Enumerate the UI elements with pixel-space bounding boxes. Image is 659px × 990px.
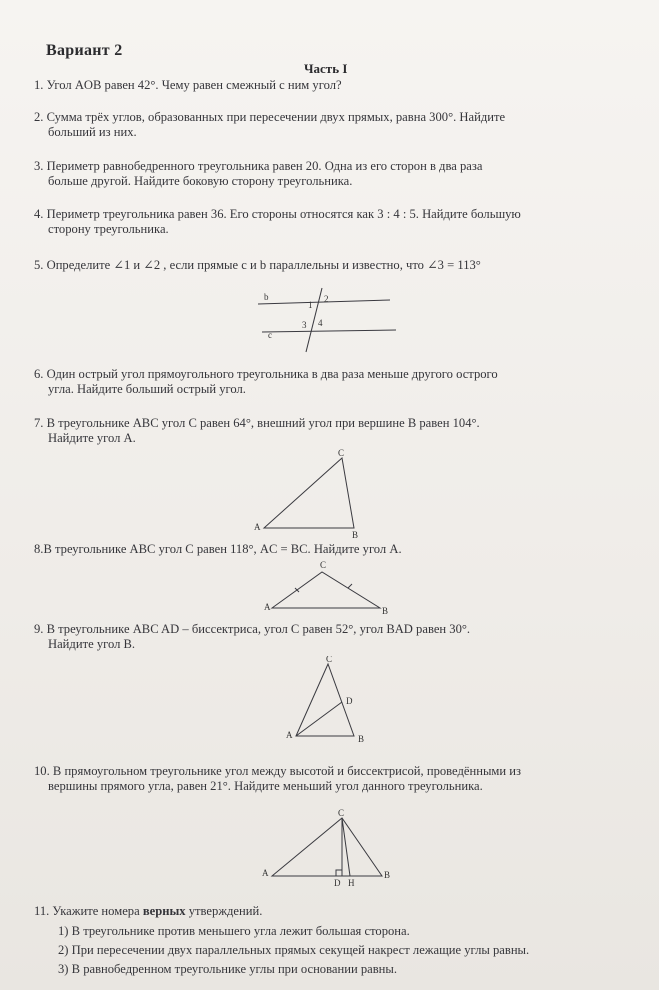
statement-2: 2) При пересечении двух параллельных прямых секущей накрест лежащие углы равны. bbox=[58, 943, 530, 957]
label-angle-1: 1 bbox=[308, 300, 313, 310]
question-7 bbox=[34, 416, 480, 446]
question-9-line-2: Найдите угол B. bbox=[48, 637, 136, 651]
label-angle-3: 3 bbox=[302, 320, 307, 330]
question-4-line-1: 4. Периметр треугольника равен 36. Его стороны относятся как 3 : 4 : 5. Найдите большую bbox=[34, 207, 521, 221]
label-angle-2: 2 bbox=[324, 294, 329, 304]
figure-triangle-10 bbox=[256, 808, 396, 890]
question-8-text: 8.В треугольнике ABC угол C равен 118°, AC = BC. Найдите угол A. bbox=[34, 542, 402, 556]
question-6 bbox=[34, 367, 498, 397]
statement-1: 1) В треугольнике против меньшего угла лежит большая сторона. bbox=[58, 924, 410, 938]
variant-title: Вариант 2 bbox=[46, 42, 123, 59]
question-1 bbox=[34, 78, 342, 93]
label-line-c: c bbox=[268, 330, 272, 340]
statement-3: 3) В равнобедренном треугольнике углы при основании равны. bbox=[58, 962, 398, 976]
question-5-text: 5. Определите ∠1 и ∠2 , если прямые c и b параллельны и известно, что ∠3 = 113° bbox=[34, 258, 481, 272]
label-vertex-a: A bbox=[264, 602, 271, 612]
label-line-b: b bbox=[264, 292, 269, 302]
label-vertex-c: C bbox=[338, 808, 345, 818]
question-2 bbox=[34, 110, 505, 140]
label-vertex-b: B bbox=[352, 530, 359, 540]
label-vertex-b: B bbox=[384, 870, 391, 880]
question-10 bbox=[34, 764, 521, 794]
label-vertex-c: C bbox=[326, 656, 333, 664]
figure-triangle-8 bbox=[262, 558, 392, 616]
question-9 bbox=[34, 622, 470, 652]
question-1-text: 1. Угол AOB равен 42°. Чему равен смежный с ним угол? bbox=[34, 78, 342, 92]
question-7-line-1: 7. В треугольнике ABC угол C равен 64°, внешний угол при вершине B равен 104°. bbox=[34, 416, 480, 430]
question-3-line-2: больше другой. Найдите боковую сторону треугольника. bbox=[48, 174, 353, 188]
question-8 bbox=[34, 542, 402, 557]
question-7-line-2: Найдите угол A. bbox=[48, 431, 136, 445]
label-vertex-a: A bbox=[262, 868, 269, 878]
question-3-line-1: 3. Периметр равнобедренного треугольника равен 20. Одна из его сторон в два раза bbox=[34, 159, 483, 173]
question-2-line-1: 2. Сумма трёх углов, образованных при пересечении двух прямых, равна 300°. Найдите bbox=[34, 110, 506, 124]
question-6-line-1: 6. Один острый угол прямоугольного треугольника в два раза меньше другого острого bbox=[34, 367, 498, 381]
label-point-h: H bbox=[348, 878, 355, 888]
figure-triangle-7 bbox=[250, 448, 370, 540]
question-5 bbox=[34, 258, 481, 273]
figure-parallel-lines bbox=[250, 286, 400, 354]
figure-triangle-9 bbox=[282, 656, 382, 746]
question-9-line-1: 9. В треугольнике ABC AD – биссектриса, угол C равен 52°, угол BAD равен 30°. bbox=[34, 622, 471, 636]
question-10-line-2: вершины прямого угла, равен 21°. Найдите меньший угол данного треугольника. bbox=[48, 779, 483, 793]
question-11-prefix: 11. Укажите номера bbox=[34, 904, 143, 918]
label-vertex-a: A bbox=[286, 730, 293, 740]
part-heading: Часть I bbox=[304, 61, 348, 76]
question-11-keyword: верных bbox=[142, 904, 186, 918]
label-vertex-b: B bbox=[382, 606, 389, 616]
question-6-line-2: угла. Найдите больший острый угол. bbox=[48, 382, 246, 396]
question-11 bbox=[34, 904, 262, 919]
label-point-d: D bbox=[334, 878, 341, 888]
question-2-line-2: больший из них. bbox=[48, 125, 137, 139]
label-point-d: D bbox=[346, 696, 353, 706]
label-vertex-a: A bbox=[254, 522, 261, 532]
question-3 bbox=[34, 159, 482, 189]
question-11-suffix: утверждений. bbox=[185, 904, 263, 918]
label-vertex-c: C bbox=[320, 560, 327, 570]
label-angle-4: 4 bbox=[318, 318, 323, 328]
label-vertex-b: B bbox=[358, 734, 365, 744]
question-4-line-2: сторону треугольника. bbox=[48, 222, 169, 236]
question-4 bbox=[34, 207, 521, 237]
label-vertex-c: C bbox=[338, 448, 345, 458]
question-10-line-1: 10. В прямоугольном треугольнике угол между высотой и биссектрисой, проведёнными из bbox=[34, 764, 521, 778]
